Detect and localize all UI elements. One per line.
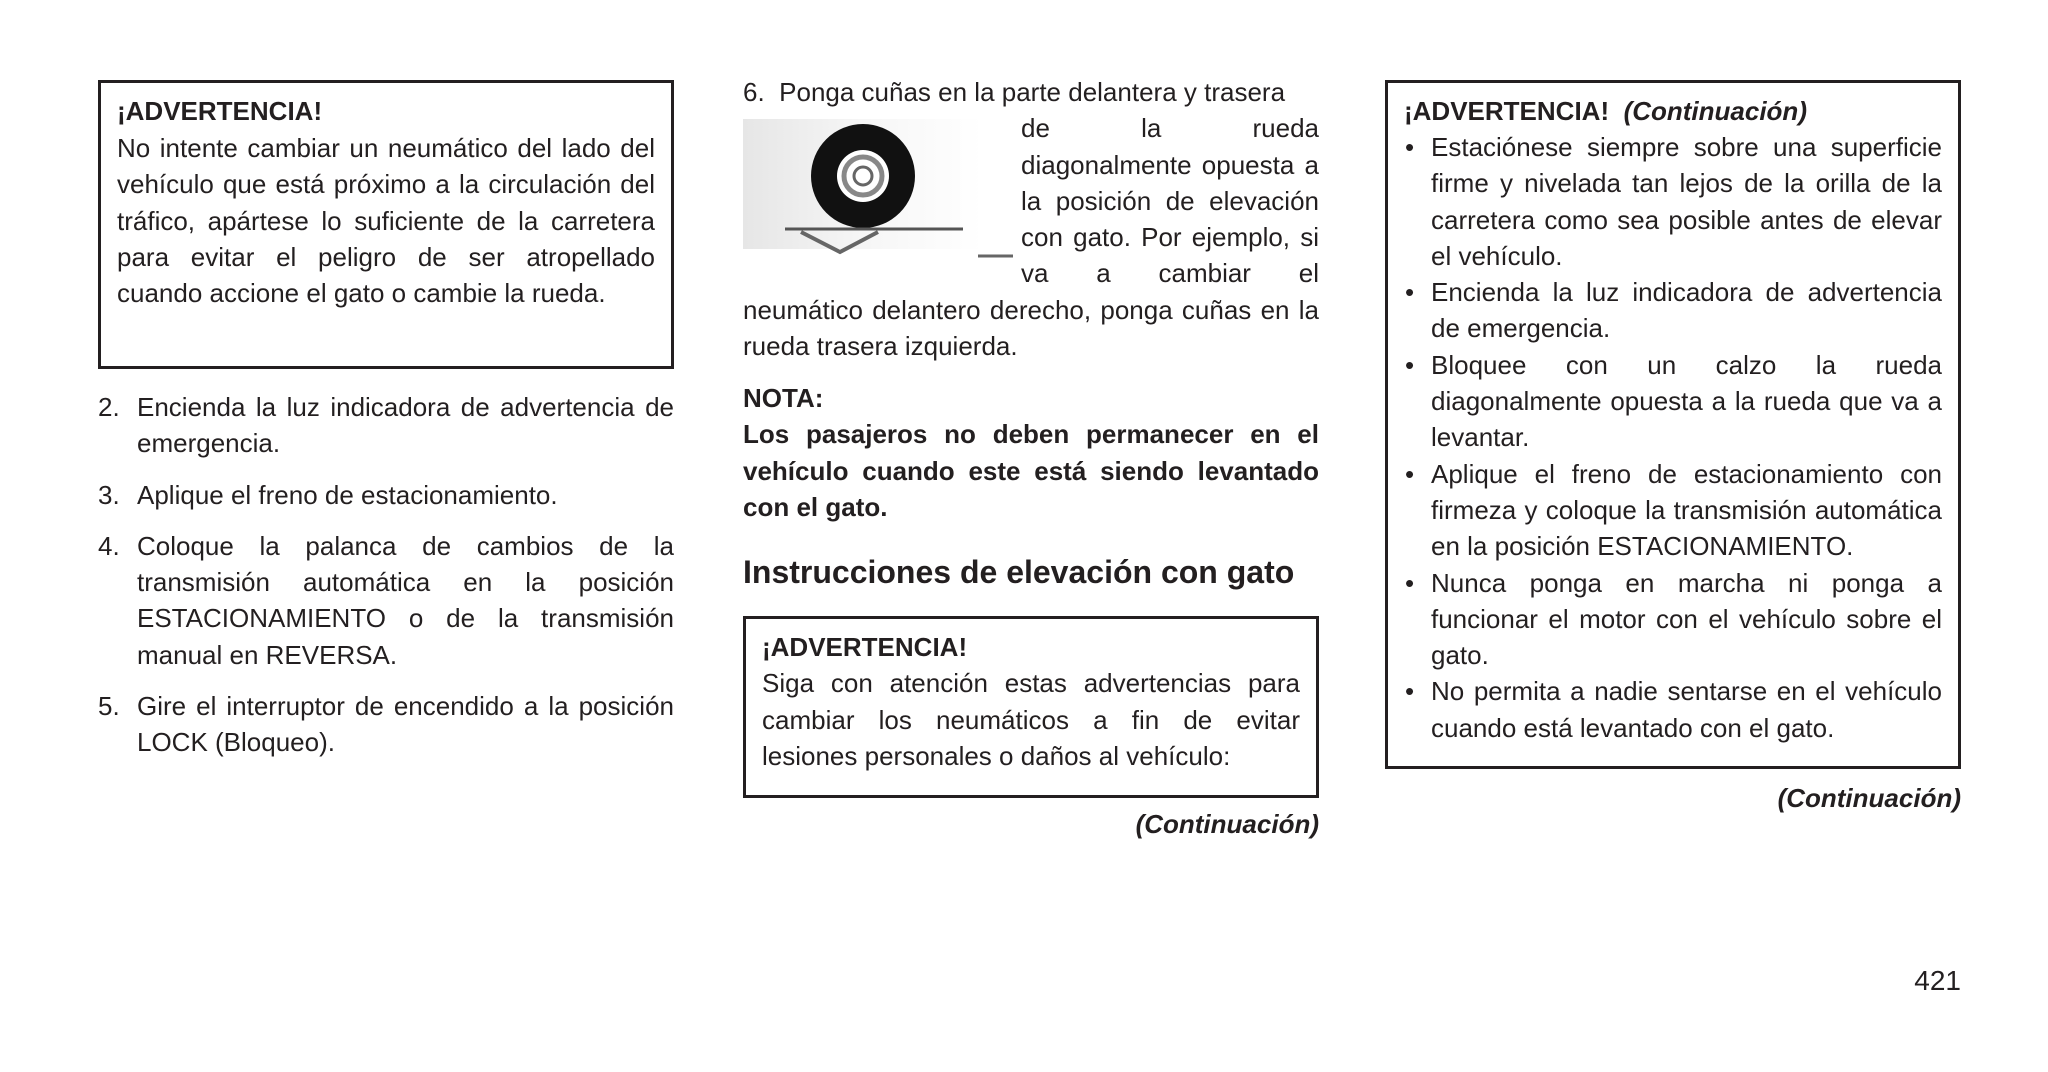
step-text: Coloque la palanca de cambios de la transmisión automática en la posición ESTACIONAMIENTO o de la transmisión manual en REVERSA. — [137, 530, 674, 670]
bullet-icon: • — [1405, 132, 1415, 162]
step-number: 4. — [98, 530, 120, 561]
step-text: Encienda la luz indicadora de advertencia de emergencia. — [137, 392, 674, 459]
step-text: Ponga cuñas en la parte delantera y trasera — [779, 77, 1286, 107]
page-number: 421 — [1914, 965, 1961, 996]
list-item — [98, 528, 674, 673]
bullet-icon: • — [1405, 458, 1415, 489]
list-item — [1404, 129, 1942, 274]
list-item — [98, 688, 674, 761]
bullet-text: Bloquee con un calzo la rueda diagonalmente opuesta a la rueda que va a levantar. — [1431, 349, 1942, 453]
continuation-label: (Continuación) — [1135, 809, 1319, 840]
step-number: 2. — [98, 392, 120, 422]
bullet-icon: • — [1405, 277, 1415, 308]
warning-title-continued: (Continuación) — [1623, 96, 1807, 126]
note-label: NOTA: — [743, 383, 824, 414]
bullet-text: Nunca ponga en marcha ni ponga a funcionar el motor con el vehículo sobre el gato. — [1431, 567, 1942, 671]
step-number: 3. — [98, 479, 120, 510]
step-6 — [743, 74, 1319, 364]
right-column — [1385, 0, 1961, 816]
left-column — [98, 0, 674, 761]
list-item — [1404, 673, 1942, 746]
step-6-rest: de la rueda diagonalmente opuesta a la posición de elevación con gato. Por ejemplo, si va a cambiar el neumático delantero derecho, ponga cuñas en la rueda trasera izquierda. — [743, 113, 1319, 362]
step-text: Gire el interruptor de encendido a la posición LOCK (Bloqueo). — [137, 691, 674, 758]
warning-box-traffic — [98, 80, 674, 369]
warning-text: No intente cambiar un neumático del lado del vehículo que está próximo a la circulación del tráfico, apártese lo suficiente de la carretera para evitar el peligro de ser atropellado cuando accione el gato o cambie la rueda. — [117, 133, 655, 309]
list-item — [1404, 565, 1942, 674]
warning-box-jacking — [743, 616, 1319, 798]
warning-title: ¡ADVERTENCIA! — [762, 632, 968, 663]
list-item — [1404, 347, 1942, 456]
section-heading: Instrucciones de elevación con gato — [743, 554, 1295, 591]
bullet-icon: • — [1405, 567, 1415, 598]
warning-title: ¡ADVERTENCIA! — [117, 96, 323, 126]
warning-box-continued — [1385, 80, 1961, 769]
warning-bullet-list — [1404, 129, 1942, 746]
bullet-icon: • — [1405, 349, 1415, 380]
warning-text: Siga con atención estas advertencias para cambiar los neumáticos a fin de evitar lesiones personales o daños al vehículo: — [762, 668, 1300, 771]
list-item — [1404, 274, 1942, 347]
step-6-first-line — [743, 74, 1319, 110]
bullet-icon: • — [1405, 676, 1415, 707]
bullet-text: Encienda la luz indicadora de advertencia de emergencia. — [1431, 277, 1942, 344]
steps-list — [98, 389, 674, 761]
continuation-label: (Continuación) — [1777, 783, 1961, 813]
wheel-chock-illustration — [743, 114, 1013, 264]
list-item — [98, 477, 674, 513]
middle-column — [743, 0, 1319, 842]
list-item — [1404, 456, 1942, 565]
step-number: 5. — [98, 691, 120, 722]
bullet-text: No permita a nadie sentarse en el vehículo cuando está levantado con el gato. — [1431, 676, 1942, 743]
warning-title — [1404, 93, 1942, 129]
list-item — [98, 389, 674, 462]
step-number: 6. — [743, 77, 765, 107]
bullet-text: Aplique el freno de estacionamiento con firmeza y coloque la transmisión automática en la posición ESTACIONAMIENTO. — [1431, 458, 1942, 562]
warning-title-main: ¡ADVERTENCIA! — [1404, 96, 1610, 126]
step-text: Aplique el freno de estacionamiento. — [137, 479, 558, 510]
bullet-text: Estaciónese siempre sobre una superficie firme y nivelada tan lejos de la orilla de la carretera como sea posible antes de elevar el vehículo. — [1431, 132, 1942, 271]
note-text: Los pasajeros no deben permanecer en el vehículo cuando este está siendo levantado con el gato. — [743, 419, 1319, 522]
